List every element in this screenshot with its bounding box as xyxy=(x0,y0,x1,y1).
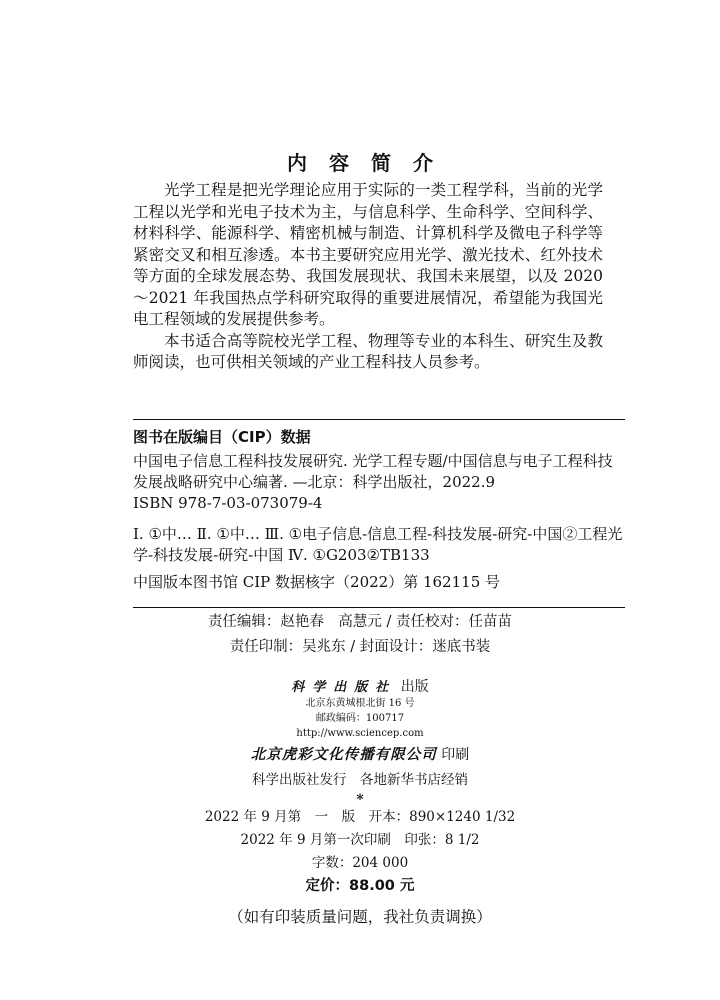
cip-block xyxy=(133,426,625,593)
print-line: 2022 年 9 月第一次印刷 印张：8 1/2 xyxy=(240,832,480,848)
cip-isbn: ISBN 978-7-03-073079-4 xyxy=(133,494,323,512)
distribution-line: 科学出版社发行 各地新华书店经销 xyxy=(252,772,468,788)
cip-bottom-rule xyxy=(133,607,625,608)
summary-paragraph-2: 本书适合高等院校光学工程、物理等专业的本科生、研究生及教师阅读，也可供相关领域的产业工程科技人员参考。 xyxy=(133,331,603,371)
printer-name: 北京虎彩文化传播有限公司 xyxy=(250,746,437,763)
cip-record: 中国版本图书馆 CIP 数据核字（2022）第 162115 号 xyxy=(133,573,501,591)
summary-title: 内容简介 xyxy=(287,151,455,175)
publisher-block xyxy=(0,676,720,808)
publisher-address: 北京东黄城根北街 16 号 xyxy=(305,698,415,709)
credits-production: 责任印制：吴兆东 / 封面设计：迷底书装 xyxy=(229,639,491,655)
cip-classification: Ⅰ. ①中… Ⅱ. ①中… Ⅲ. ①电子信息-信息工程-科技发展-研究-中国②工程光学-科技发展-研究-中国 Ⅳ. ①G203②TB133 xyxy=(133,525,623,564)
publisher-suffix: 出版 xyxy=(400,679,429,695)
credits xyxy=(0,610,720,660)
publisher-line xyxy=(0,676,720,696)
edition-line: 2022 年 9 月第 一 版 开本：890×1240 1/32 xyxy=(204,809,516,825)
credits-editors: 责任编辑：赵艳春 高慧元 / 责任校对：任苗苗 xyxy=(207,614,513,630)
word-count: 字数：204 000 xyxy=(311,855,409,871)
publisher-url: http://www.sciencep.com xyxy=(296,728,424,739)
summary-paragraph-1: 光学工程是把光学理论应用于实际的一类工程学科，当前的光学工程以光学和光电子技术为主，与信息科学、生命科学、空间科学、材料科学、能源科学、精密机械与制造、计算机科学及微电子科学等紧密交叉和相互渗透。本书主要研究应用光学、激光技术、红外技术等方面的全球发展态势、我国发展现状、我国未来展望，以及 2020～2021 年我国热点学科研究取得的重要进展情况，希望能为我国光电工程领域的发展提供参考。 xyxy=(133,181,603,328)
cip-heading: 图书在版编目（CIP）数据 xyxy=(133,428,311,446)
price: 定价：88.00 元 xyxy=(305,878,415,894)
summary-body xyxy=(133,180,603,374)
printer-suffix: 印刷 xyxy=(441,747,470,763)
star-separator: * xyxy=(356,792,364,808)
publisher-name: 科学出版社 xyxy=(291,680,397,695)
cip-top-rule xyxy=(133,419,625,420)
quality-notice: （如有印装质量问题，我社负责调换） xyxy=(228,908,492,926)
edition-block xyxy=(0,806,720,898)
printer-line xyxy=(0,743,720,764)
publisher-postcode: 邮政编码：100717 xyxy=(315,713,405,724)
cip-citation: 中国电子信息工程科技发展研究. 光学工程专题/中国信息与电子工程科技发展战略研究中心编著. —北京：科学出版社，2022.9 xyxy=(133,452,613,491)
